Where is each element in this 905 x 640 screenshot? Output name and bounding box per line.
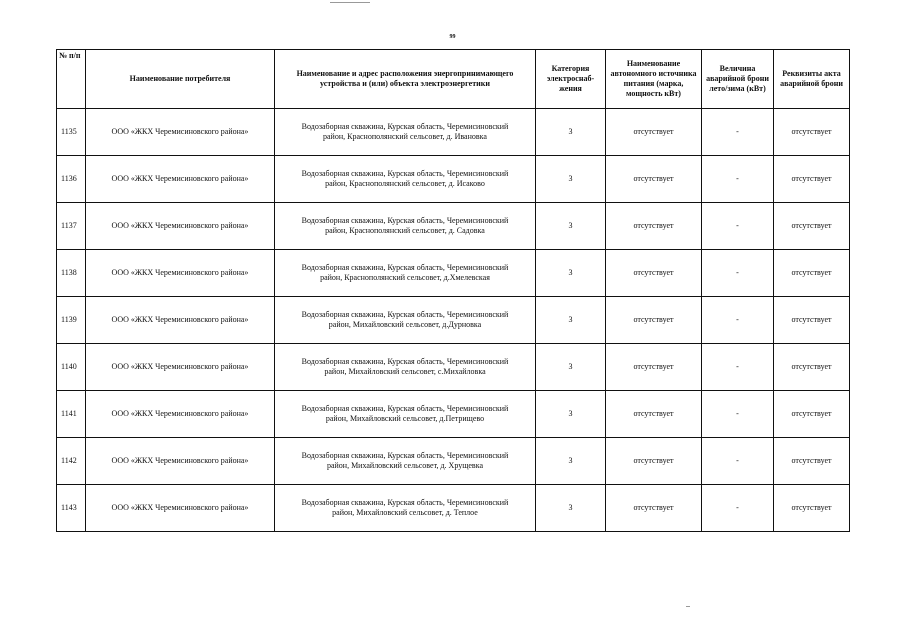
- object-address: [275, 485, 536, 532]
- address-line: Водозаборная скважина, Курская область, Черемисиновский: [301, 498, 509, 507]
- supply-category: 3: [536, 344, 606, 391]
- table-row: [57, 438, 850, 485]
- emergency-reserve: -: [702, 250, 774, 297]
- object-address: [275, 297, 536, 344]
- table-row: [57, 203, 850, 250]
- act-details: отсутствует: [774, 438, 850, 485]
- row-number: 1135: [57, 109, 86, 156]
- emergency-reserve: -: [702, 297, 774, 344]
- power-source: отсутствует: [606, 391, 702, 438]
- consumer-name: ООО «ЖКХ Черемисиновского района»: [86, 109, 275, 156]
- consumer-name: ООО «ЖКХ Черемисиновского района»: [86, 438, 275, 485]
- consumer-name: ООО «ЖКХ Черемисиновского района»: [86, 391, 275, 438]
- row-number: 1137: [57, 203, 86, 250]
- table-row: [57, 250, 850, 297]
- scan-speck: [686, 606, 690, 607]
- act-details: отсутствует: [774, 344, 850, 391]
- object-address: [275, 391, 536, 438]
- emergency-reserve: -: [702, 156, 774, 203]
- table-row: [57, 156, 850, 203]
- address-line: Водозаборная скважина, Курская область, Черемисиновский: [301, 404, 509, 413]
- address-line: район, Краснополянский сельсовет, д.Хмелевская: [320, 273, 490, 282]
- scan-speck: [330, 2, 370, 3]
- power-source: отсутствует: [606, 250, 702, 297]
- consumer-name: ООО «ЖКХ Черемисиновского района»: [86, 156, 275, 203]
- page-number: 99: [449, 34, 456, 40]
- emergency-reserve: -: [702, 109, 774, 156]
- row-number: 1139: [57, 297, 86, 344]
- row-number: 1136: [57, 156, 86, 203]
- supply-category: 3: [536, 391, 606, 438]
- table-row: [57, 485, 850, 532]
- supply-category: 3: [536, 109, 606, 156]
- power-source: отсутствует: [606, 344, 702, 391]
- emergency-reserve: -: [702, 438, 774, 485]
- table-header-row: [57, 50, 850, 109]
- supply-category: 3: [536, 438, 606, 485]
- emergency-reserve: -: [702, 344, 774, 391]
- consumer-name: ООО «ЖКХ Черемисиновского района»: [86, 485, 275, 532]
- column-header-power-source: Наименование автономного источника питания (марка, мощность кВт): [606, 50, 702, 109]
- row-number: 1143: [57, 485, 86, 532]
- object-address: [275, 344, 536, 391]
- address-line: Водозаборная скважина, Курская область, Черемисиновский: [301, 216, 509, 225]
- power-source: отсутствует: [606, 109, 702, 156]
- consumer-name: ООО «ЖКХ Черемисиновского района»: [86, 250, 275, 297]
- emergency-reserve: -: [702, 203, 774, 250]
- emergency-reserve: -: [702, 485, 774, 532]
- column-header-emergency-reserve: Величина аварийной брони лето/зима (кВт): [702, 50, 774, 109]
- power-source: отсутствует: [606, 438, 702, 485]
- address-line: район, Михайловский сельсовет, д. Теплое: [332, 508, 478, 517]
- address-line: район, Михайловский сельсовет, д.Петрищево: [325, 414, 485, 423]
- emergency-reserve: -: [702, 391, 774, 438]
- act-details: отсутствует: [774, 297, 850, 344]
- supply-category: 3: [536, 250, 606, 297]
- column-header-category: Категория электроснаб-жения: [536, 50, 606, 109]
- address-line: Водозаборная скважина, Курская область, Черемисиновский: [301, 169, 509, 178]
- supply-category: 3: [536, 156, 606, 203]
- address-line: район, Краснополянский сельсовет, д. Ивановка: [323, 132, 487, 141]
- column-header-address: Наименование и адрес расположения энергопринимающего устройства и (или) объекта электроэнергетики: [275, 50, 536, 109]
- object-address: [275, 156, 536, 203]
- power-source: отсутствует: [606, 485, 702, 532]
- consumer-name: ООО «ЖКХ Черемисиновского района»: [86, 203, 275, 250]
- row-number: 1141: [57, 391, 86, 438]
- act-details: отсутствует: [774, 485, 850, 532]
- supply-category: 3: [536, 297, 606, 344]
- address-line: район, Краснополянский сельсовет, д. Садовка: [325, 226, 485, 235]
- table-row: [57, 109, 850, 156]
- address-line: Водозаборная скважина, Курская область, Черемисиновский: [301, 310, 509, 319]
- consumers-table: [56, 49, 850, 532]
- supply-category: 3: [536, 485, 606, 532]
- object-address: [275, 438, 536, 485]
- row-number: 1138: [57, 250, 86, 297]
- act-details: отсутствует: [774, 250, 850, 297]
- supply-category: 3: [536, 203, 606, 250]
- power-source: отсутствует: [606, 297, 702, 344]
- act-details: отсутствует: [774, 391, 850, 438]
- address-line: Водозаборная скважина, Курская область, Черемисиновский: [301, 263, 509, 272]
- address-line: Водозаборная скважина, Курская область, Черемисиновский: [301, 451, 509, 460]
- act-details: отсутствует: [774, 203, 850, 250]
- power-source: отсутствует: [606, 203, 702, 250]
- act-details: отсутствует: [774, 109, 850, 156]
- table-row: [57, 344, 850, 391]
- address-line: район, Михайловский сельсовет, д. Хрущевка: [326, 461, 484, 470]
- address-line: Водозаборная скважина, Курская область, Черемисиновский: [301, 357, 509, 366]
- address-line: район, Михайловский сельсовет, с.Михайловка: [324, 367, 486, 376]
- table-row: [57, 391, 850, 438]
- consumer-name: ООО «ЖКХ Черемисиновского района»: [86, 297, 275, 344]
- power-source: отсутствует: [606, 156, 702, 203]
- object-address: [275, 109, 536, 156]
- act-details: отсутствует: [774, 156, 850, 203]
- object-address: [275, 250, 536, 297]
- column-header-number: № п/п: [57, 50, 86, 109]
- object-address: [275, 203, 536, 250]
- consumer-name: ООО «ЖКХ Черемисиновского района»: [86, 344, 275, 391]
- column-header-consumer: Наименование потребителя: [86, 50, 275, 109]
- address-line: Водозаборная скважина, Курская область, Черемисиновский: [301, 122, 509, 131]
- column-header-act-details: Реквизиты акта аварийной брони: [774, 50, 850, 109]
- address-line: район, Михайловский сельсовет, д.Дурновка: [328, 320, 482, 329]
- address-line: район, Краснополянский сельсовет, д. Исаково: [325, 179, 485, 188]
- row-number: 1142: [57, 438, 86, 485]
- table-row: [57, 297, 850, 344]
- row-number: 1140: [57, 344, 86, 391]
